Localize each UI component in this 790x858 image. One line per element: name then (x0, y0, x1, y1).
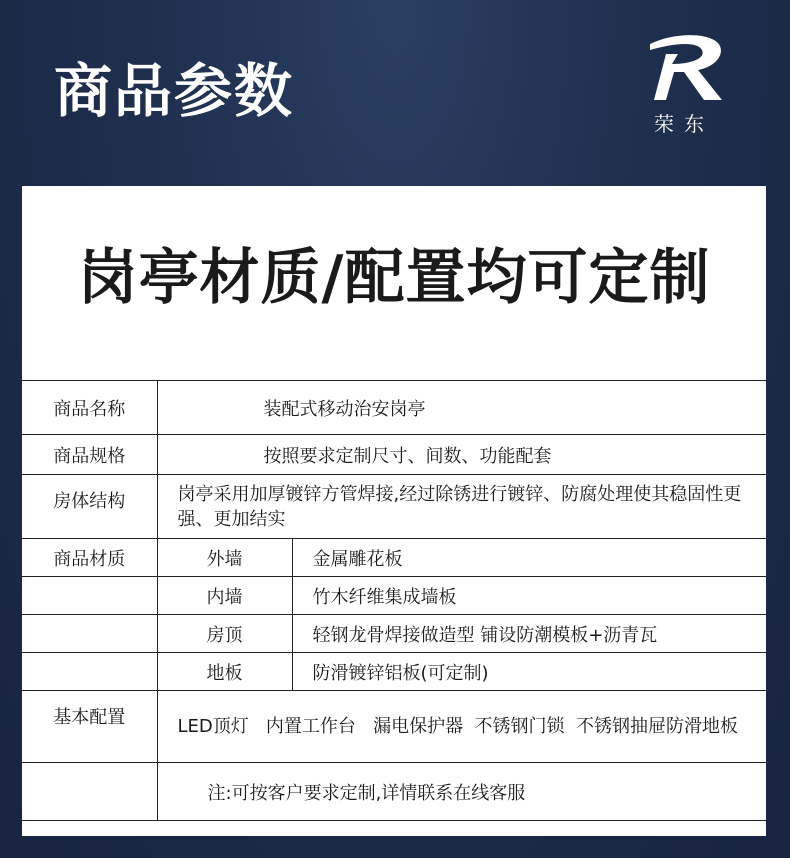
row-label: 商品名称 (22, 381, 157, 435)
brand-logo-text: 荣东 (654, 112, 714, 136)
table-row (22, 539, 766, 577)
row-label-empty (22, 615, 157, 653)
table-row (22, 763, 766, 821)
table-row (22, 653, 766, 691)
material-part: 内墙 (157, 577, 292, 615)
brand-logo (640, 30, 730, 140)
row-value: LED顶灯 内置工作台 漏电保护器 不锈钢门锁 不锈钢抽屉防滑地板 (157, 691, 766, 763)
material-value: 竹木纤维集成墙板 (292, 577, 766, 615)
row-label: 基本配置 (22, 691, 157, 763)
material-value: 防滑镀锌铝板(可定制) (292, 653, 766, 691)
page-title: 商品参数 (54, 57, 295, 125)
row-label: 商品规格 (22, 435, 157, 475)
row-label-empty (22, 577, 157, 615)
params-card (22, 186, 766, 836)
customization-note: 注:可按客户要求定制,详情联系在线客服 (157, 763, 766, 821)
material-part: 地板 (157, 653, 292, 691)
customization-banner: 岗亭材质/配置均可定制 (77, 243, 711, 313)
row-label-empty (22, 653, 157, 691)
row-label-empty (22, 763, 157, 821)
row-value: 岗亭采用加厚镀锌方管焊接,经过除锈进行镀锌、防腐处理使其稳固性更强、更加结实 (157, 475, 766, 539)
table-row (22, 691, 766, 763)
table-row (22, 381, 766, 435)
params-table (22, 380, 766, 821)
row-label: 商品材质 (22, 539, 157, 577)
row-value: 装配式移动治安岗亭 (157, 381, 766, 435)
table-row (22, 435, 766, 475)
table-row (22, 475, 766, 539)
table-row (22, 615, 766, 653)
material-part: 房顶 (157, 615, 292, 653)
material-value: 轻钢龙骨焊接做造型 铺设防潮模板+沥青瓦 (292, 615, 766, 653)
row-label: 房体结构 (22, 475, 157, 539)
row-value: 按照要求定制尺寸、间数、功能配套 (157, 435, 766, 475)
material-value: 金属雕花板 (292, 539, 766, 577)
table-row (22, 577, 766, 615)
brand-logo-mark-icon (640, 30, 730, 108)
material-part: 外墙 (157, 539, 292, 577)
